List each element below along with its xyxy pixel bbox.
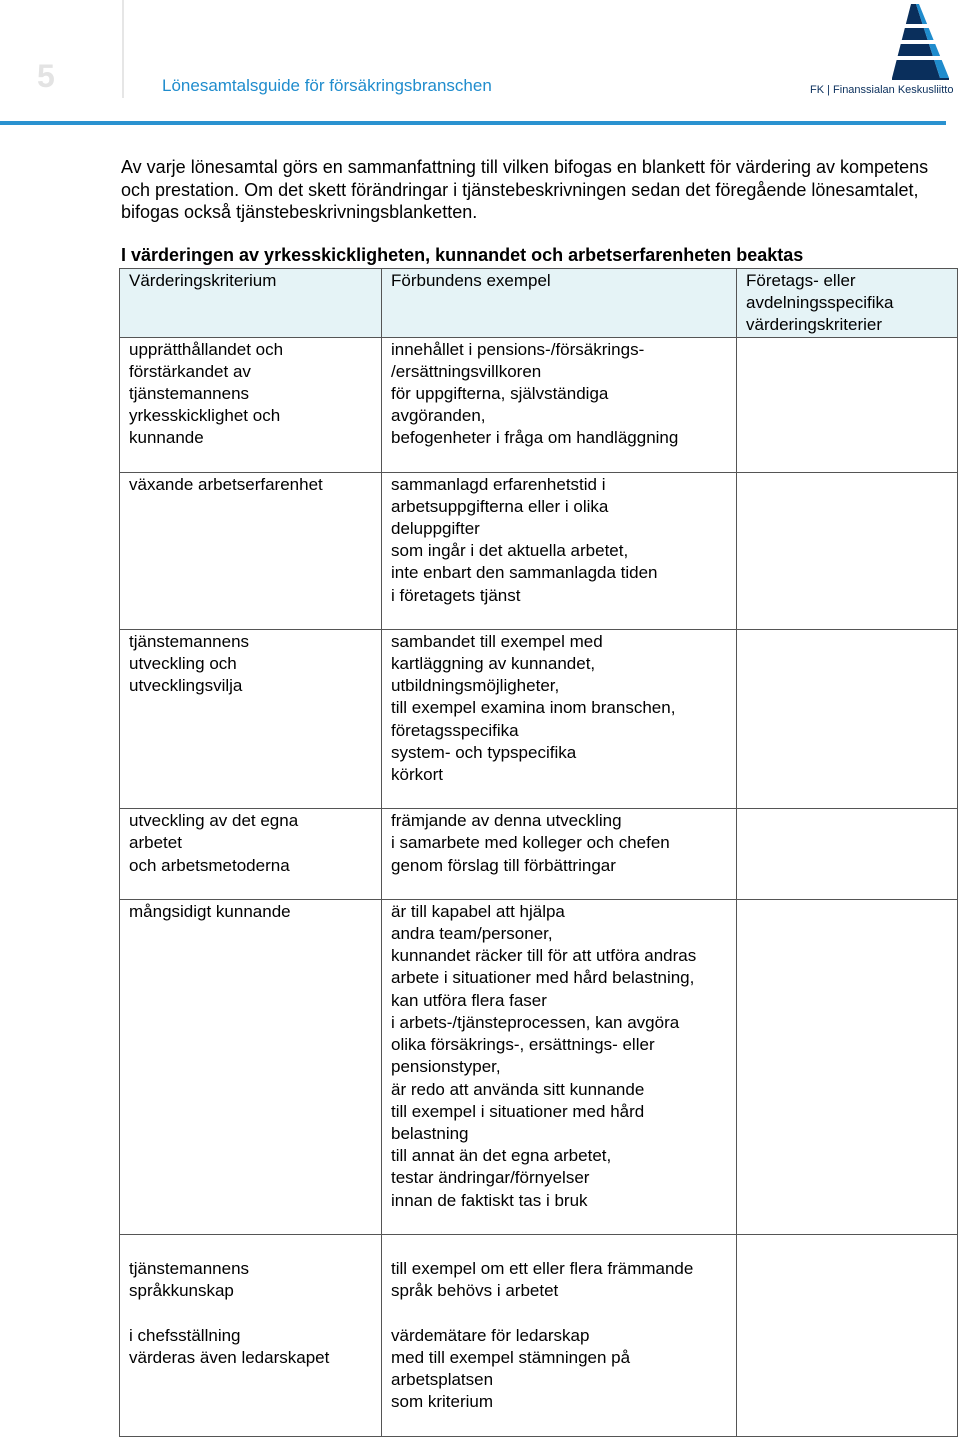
criterion-cell: mångsidigt kunnande — [120, 899, 382, 1234]
intro-paragraph: Av varje lönesamtal görs en sammanfattning till vilken bifogas en blankett för värdering av kompetens och prestation. Om det skett förändringar i tjänstebeskrivningen sedan det föregående lönesamtalet, bifogas också tjänstebeskrivningsblanketten. — [121, 157, 929, 222]
criteria-table-body — [120, 337, 958, 1436]
criterion-cell: tjänstemannens utveckling och utvecklingsvilja — [120, 629, 382, 808]
criterion-cell — [120, 1234, 382, 1436]
table-row — [120, 899, 958, 1234]
header-company-specific: Företags- eller avdelningsspecifika värderingskriterier — [737, 269, 958, 338]
example-cell: sammanlagd erfarenhetstid i arbetsuppgifterna eller i olika deluppgifter som ingår i det aktuella arbetet, inte enbart den sammanlagda tiden i företagets tjänst — [382, 472, 737, 629]
fk-logo-mark — [886, 4, 949, 80]
criterion-text: tjänstemannens språkkunskap — [129, 1258, 250, 1301]
table-row — [120, 629, 958, 808]
example-cell — [382, 1234, 737, 1436]
section-heading: I värderingen av yrkesskickligheten, kunnandet och arbetserfarenheten beaktas — [121, 245, 804, 265]
example-cell: är till kapabel att hjälpa andra team/personer, kunnandet räcker till för att utföra andras arbete i situationer med hård belastning, kan utföra flera faser i arbets-/tjänsteprocessen, kan avgöra olika försäkrings-, ersättnings- eller pensionstyper, är redo att använda sitt kunnande till exempel i situationer med hård belastning till annat än det egna arbetet, testar ändringar/förnyelser innan de faktiskt tas i bruk — [382, 899, 737, 1234]
specific-cell — [737, 472, 958, 629]
logo-text: FK | Finanssialan Keskusliitto — [810, 84, 954, 96]
example-text: värdemätare för ledarskap med till exempel stämningen på arbetsplatsen som kriterium — [391, 1325, 631, 1412]
header-divider — [122, 0, 124, 98]
criteria-table — [119, 268, 958, 1437]
criterion-cell: utveckling av det egna arbetet och arbetsmetoderna — [120, 809, 382, 900]
header-rule — [0, 121, 946, 125]
criteria-table-head — [120, 269, 958, 338]
table-row — [120, 809, 958, 900]
example-text: till exempel om ett eller flera främmande språk behövs i arbetet — [391, 1258, 694, 1301]
specific-cell — [737, 1234, 958, 1436]
criterion-cell: växande arbetserfarenhet — [120, 472, 382, 629]
specific-cell — [737, 899, 958, 1234]
table-row — [120, 1234, 958, 1436]
document-title: Lönesamtalsguide för försäkringsbranschen — [162, 76, 492, 95]
criterion-cell: upprätthållandet och förstärkandet av tjänstemannens yrkesskicklighet och kunnande — [120, 337, 382, 472]
header-examples: Förbundens exempel — [382, 269, 737, 338]
specific-cell — [737, 629, 958, 808]
table-row — [120, 337, 958, 472]
example-cell: innehållet i pensions-/försäkrings- /ersättningsvillkoren för uppgifterna, självständiga avgöranden, befogenheter i fråga om handläggning — [382, 337, 737, 472]
header-criterion: Värderingskriterium — [120, 269, 382, 338]
header-row — [120, 269, 958, 338]
specific-cell — [737, 337, 958, 472]
table-row — [120, 472, 958, 629]
example-cell: främjande av denna utveckling i samarbete med kolleger och chefen genom förslag till förbättringar — [382, 809, 737, 900]
example-cell: sambandet till exempel med kartläggning av kunnandet, utbildningsmöjligheter, till exempel examina inom branschen, företagsspecifika system- och typspecifika körkort — [382, 629, 737, 808]
page-number: 5 — [37, 58, 55, 94]
specific-cell — [737, 809, 958, 900]
criterion-text: i chefsställning värderas även ledarskapet — [129, 1325, 330, 1367]
